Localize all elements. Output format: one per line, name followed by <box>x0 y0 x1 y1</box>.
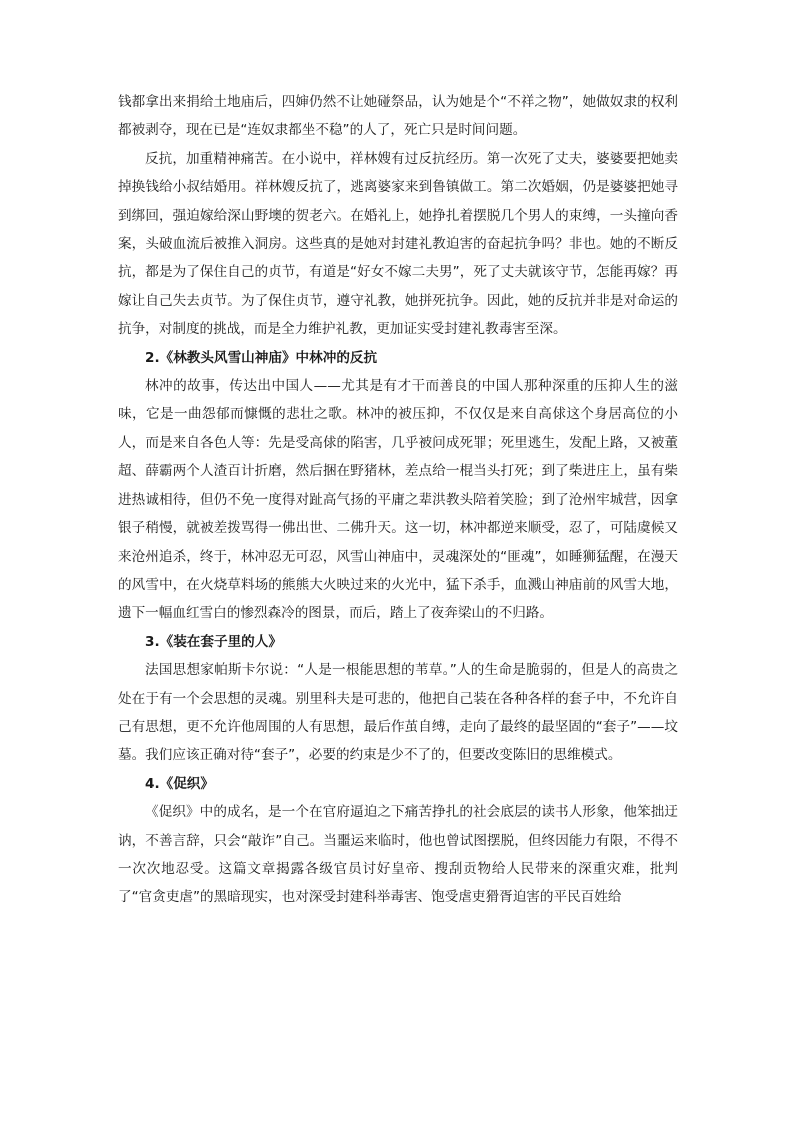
section-heading-man-in-case: 3.《装在套子里的人》 <box>145 633 282 650</box>
paragraph-lin-chong: 林冲的故事，传达出中国人——尤其是有才干而善良的中国人那种深重的压抑人生的滋味，它是一曲怨郁而慷慨的悲壮之歌。林冲的被压抑，不仅仅是来自高俅这个身居高位的小人，而是来自各色人等：先是受高俅的陷害，几乎被问成死罪；死里逃生，发配上路，又被董超、薛霸两个人渣百计折磨，然后捆在野猪林，差点给一棍当头打死；到了柴进庄上，虽有柴进热诚相待，但仍不免一度得对趾高气扬的平庸之辈洪教头陪着笑脸；到了沧州牢城营，因拿银子稍慢，就被差拨骂得一佛出世、二佛升天。这一切，林冲都逆来顺受，忍了，可陆虞候又来沧州追杀，终于，林冲忍无可忍，风雪山神庙中，灵魂深处的“匪魂”，如睡狮猛醒，在漫天的风雪中，在火烧草料场的熊熊大火映过来的火光中，猛下杀手，血溅山神庙前的风雪大地，遗下一幅血红雪白的惨烈森冷的图景，而后，踏上了夜奔梁山的不归路。 <box>118 378 678 622</box>
paragraph-man-in-case: 法国思想家帕斯卡尔说：“人是一根能思想的苇草。”人的生命是脆弱的，但是人的高贵之处在于有一个会思想的灵魂。别里科夫是可悲的，他把自己装在各种各样的套子中，不允许自己有思想，更不允许他周围的人有思想，最后作茧自缚，走向了最终的最坚固的“套子”——坟墓。我们应该正确对待“套子”，必要的约束是少不了的，但要改变陈旧的思维模式。 <box>118 662 678 764</box>
section-heading-lin-chong: 2.《林教头风雪山神庙》中林冲的反抗 <box>145 349 378 366</box>
section-heading-cricket: 4.《促织》 <box>145 775 214 792</box>
paragraph-intro: 钱都拿出来捐给土地庙后，四婶仍然不让她碰祭品，认为她是个“不祥之物”，她做奴隶的权利都被剥夺，现在已是“连奴隶都坐不稳”的人了，死亡只是时间问题。 <box>118 94 678 139</box>
paragraph-cricket: 《促织》中的成名，是一个在官府逼迫之下痛苦挣扎的社会底层的读书人形象，他笨拙迂讷，不善言辞，只会“敲诈”自己。当噩运来临时，他也曾试图摆脱，但终因能力有限，不得不一次次地忍受。这篇文章揭露各级官员讨好皇帝、搜刮贡物给人民带来的深重灾难，批判了“官贪吏虐”的黑暗现实，也对深受封建科举毒害、饱受虐吏猾胥迫害的平民百姓给 <box>118 804 678 906</box>
document-page <box>118 88 678 912</box>
paragraph-resistance: 反抗，加重精神痛苦。在小说中，祥林嫂有过反抗经历。第一次死了丈夫，婆婆要把她卖掉换钱给小叔结婚用。祥林嫂反抗了，逃离婆家来到鲁镇做工。第二次婚姻，仍是婆婆把她寻到绑回，强迫嫁给深山野墺的贺老六。在婚礼上，她挣扎着摆脱几个男人的束缚，一头撞向香案，头破血流后被推入洞房。这些真的是她对封建礼教迫害的奋起抗争吗？非也。她的不断反抗，都是为了保住自己的贞节，有道是“好女不嫁二夫男”，死了丈夫就该守节，怎能再嫁？再嫁让自己失去贞节。为了保住贞节，遵守礼教，她拼死抗争。因此，她的反抗并非是对命运的抗争，对制度的挑战，而是全力维护礼教，更加证实受封建礼教毒害至深。 <box>118 150 678 338</box>
